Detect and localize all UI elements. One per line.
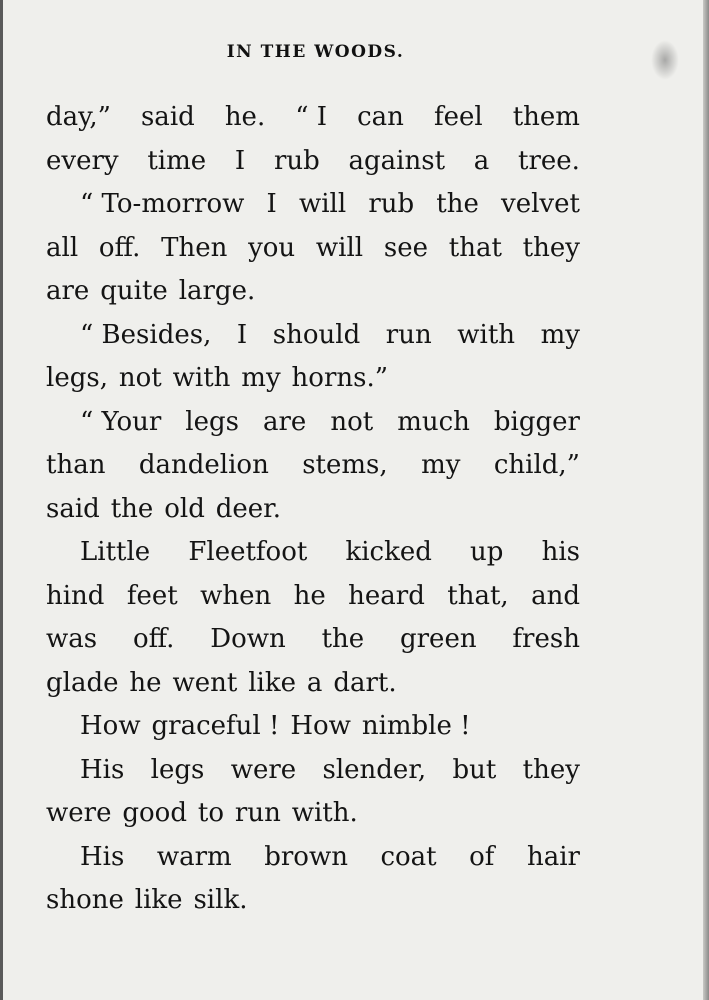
word: legs xyxy=(185,406,239,437)
word: my xyxy=(540,319,580,350)
word: said xyxy=(46,493,100,524)
word: stems, xyxy=(302,450,388,480)
word: that, xyxy=(447,580,509,611)
word: when xyxy=(200,580,272,611)
text-line xyxy=(46,270,580,314)
text-line xyxy=(46,488,580,532)
word: they xyxy=(522,232,580,263)
page-left-edge xyxy=(0,0,3,1000)
word: nimble ! xyxy=(361,711,471,741)
running-head: IN THE WOODS. xyxy=(226,42,405,62)
word: “ I xyxy=(295,102,328,132)
word: every xyxy=(46,145,119,176)
word: warm xyxy=(156,841,232,872)
word: “ Your xyxy=(80,406,162,437)
word: see xyxy=(383,232,428,263)
text-line xyxy=(46,836,580,880)
word: against xyxy=(348,145,446,176)
word: the xyxy=(110,493,154,524)
word: my xyxy=(421,450,461,480)
word: are xyxy=(46,276,90,306)
word: kicked xyxy=(345,537,432,567)
word: run xyxy=(385,319,432,350)
word: Little xyxy=(80,537,151,567)
word: legs, xyxy=(46,363,108,393)
text-line xyxy=(46,662,580,706)
word: horns.” xyxy=(291,363,389,393)
word: are xyxy=(263,406,307,437)
word: not xyxy=(330,406,374,437)
word: “ To-morrow xyxy=(80,189,245,219)
word: deer. xyxy=(215,493,282,524)
page-right-edge xyxy=(703,0,709,1000)
word: “ Besides, xyxy=(80,319,212,350)
word: slender, xyxy=(322,754,427,785)
text-line xyxy=(46,749,580,793)
word: will xyxy=(315,232,364,263)
word: of xyxy=(469,841,495,872)
word: with. xyxy=(291,798,358,828)
page-smudge xyxy=(651,40,679,80)
word: to xyxy=(197,798,224,828)
word: and xyxy=(531,580,580,611)
body-text xyxy=(46,96,580,923)
word: but xyxy=(452,754,497,785)
word: I xyxy=(234,145,246,176)
text-line xyxy=(46,314,580,358)
word: can xyxy=(357,102,404,132)
word: his xyxy=(541,537,580,567)
text-line xyxy=(46,879,580,923)
text-line xyxy=(46,531,580,575)
word: them xyxy=(512,102,580,132)
word: up xyxy=(470,537,504,567)
word: His xyxy=(80,754,125,785)
word: How xyxy=(80,711,141,741)
word: off. xyxy=(98,232,141,263)
word: my xyxy=(241,363,281,393)
word: fresh xyxy=(512,624,580,654)
word: rub xyxy=(273,145,320,176)
word: he xyxy=(129,667,162,698)
word: a xyxy=(306,667,323,698)
word: with xyxy=(172,363,231,393)
text-line xyxy=(46,357,580,401)
word: I xyxy=(236,319,248,350)
text-line xyxy=(46,792,580,836)
word: Then xyxy=(161,232,228,263)
word: they xyxy=(522,754,580,785)
word: good xyxy=(122,798,187,828)
text-line xyxy=(46,575,580,619)
word: Fleetfoot xyxy=(188,537,308,567)
word: not xyxy=(118,363,162,393)
word: legs xyxy=(150,754,205,785)
word: were xyxy=(230,754,297,785)
word: went xyxy=(172,667,238,698)
word: green xyxy=(399,624,477,654)
word: bigger xyxy=(493,406,580,437)
word: rub xyxy=(368,189,415,219)
word: How xyxy=(290,711,351,741)
text-line xyxy=(46,401,580,445)
word: large. xyxy=(178,276,256,306)
text-line xyxy=(46,618,580,662)
word: feel xyxy=(433,102,483,132)
text-line xyxy=(46,444,580,488)
word: hair xyxy=(526,841,580,872)
text-line xyxy=(46,183,580,227)
word: child,” xyxy=(493,450,580,480)
word: should xyxy=(272,319,361,350)
word: he. xyxy=(224,102,266,132)
text-line xyxy=(46,705,580,749)
word: shone xyxy=(46,885,124,915)
word: heard xyxy=(348,580,425,611)
text-line xyxy=(46,96,580,140)
word: you xyxy=(248,232,296,263)
word: glade xyxy=(46,667,119,698)
word: were xyxy=(46,798,112,828)
word: graceful ! xyxy=(151,711,280,741)
word: than xyxy=(46,450,106,480)
word: silk. xyxy=(193,885,248,915)
word: like xyxy=(248,667,296,698)
word: hind xyxy=(46,580,105,611)
word: tree. xyxy=(518,145,580,176)
word: run xyxy=(234,798,281,828)
word: was xyxy=(46,624,98,654)
word: dandelion xyxy=(138,450,269,480)
word: brown xyxy=(264,841,348,872)
word: the xyxy=(321,624,365,654)
word: feet xyxy=(126,580,178,611)
word: time xyxy=(147,145,207,176)
word: said xyxy=(140,102,195,132)
word: Down xyxy=(210,624,286,654)
word: off. xyxy=(132,624,175,654)
word: velvet xyxy=(501,189,580,219)
word: old xyxy=(164,493,205,524)
word: a xyxy=(473,145,490,176)
word: he xyxy=(293,580,326,611)
word: dart. xyxy=(333,667,397,698)
word: all xyxy=(46,232,79,263)
word: His xyxy=(80,841,125,872)
word: with xyxy=(457,319,516,350)
word: much xyxy=(397,406,470,437)
word: quite xyxy=(100,276,168,306)
text-line xyxy=(46,140,580,184)
word: I xyxy=(266,189,277,219)
word: like xyxy=(134,885,183,915)
word: that xyxy=(448,232,502,263)
text-line xyxy=(46,227,580,271)
word: coat xyxy=(380,841,437,872)
word: will xyxy=(298,189,347,219)
word: the xyxy=(436,189,479,219)
word: day,” xyxy=(46,102,111,132)
